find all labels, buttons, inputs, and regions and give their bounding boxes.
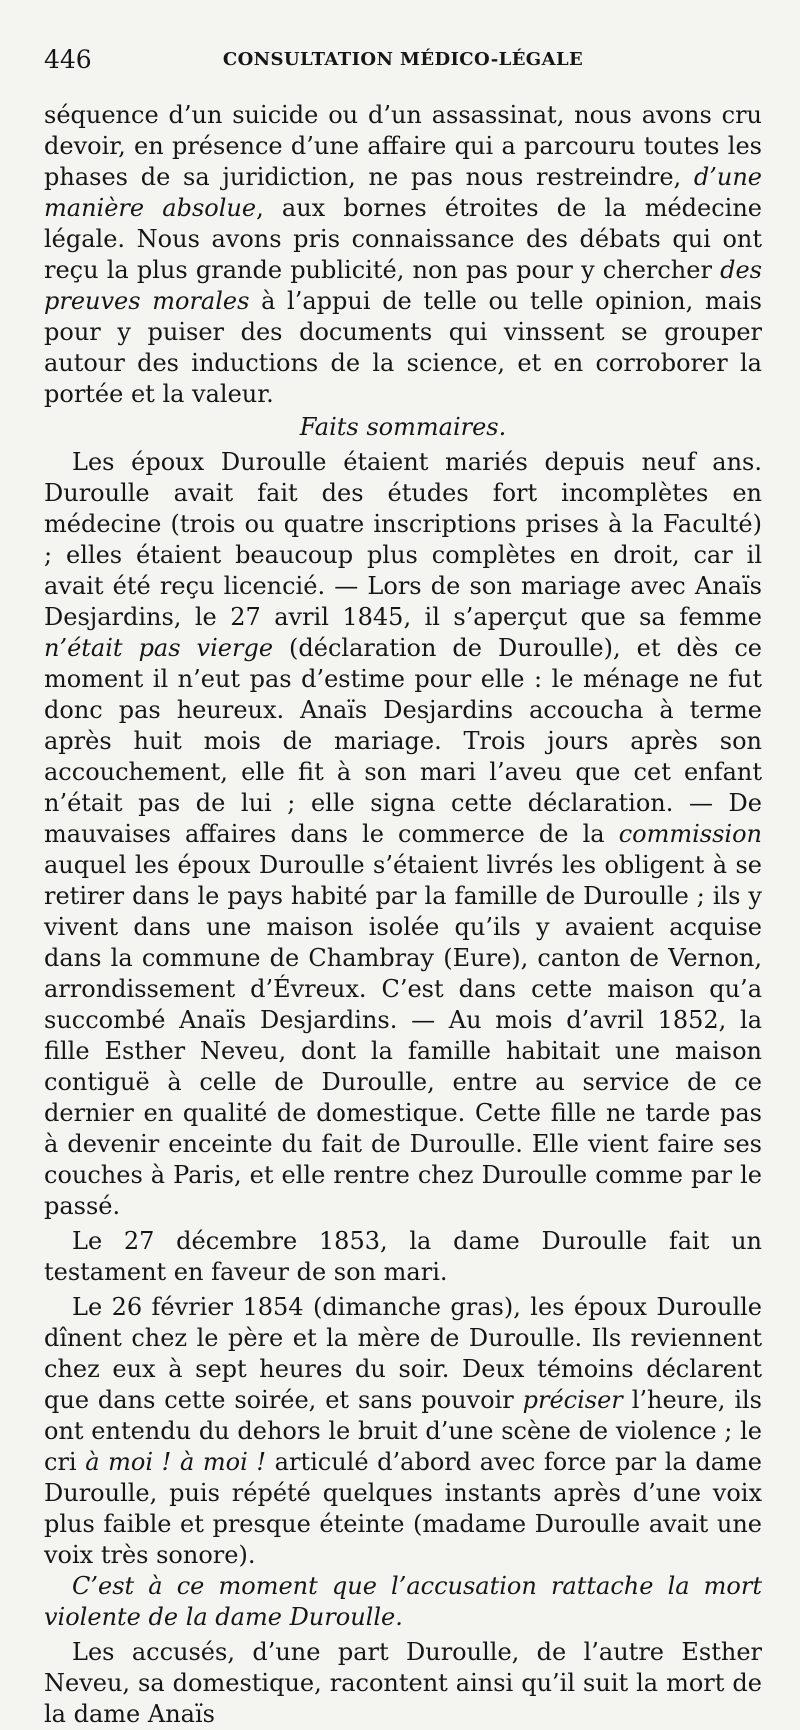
- paragraph-testament: Le 27 décembre 1853, la dame Duroulle fait un testament en faveur de son mari.: [44, 1227, 762, 1286]
- page-header: [44, 40, 762, 80]
- page-number: 446: [44, 45, 92, 74]
- paragraph-accusation: C’est à ce moment que l’accusation rattache la mort violente de la dame Duroulle.: [44, 1572, 762, 1631]
- paragraph-facts: Les époux Duroulle étaient mariés depuis neuf ans. Duroulle avait fait des études fort incomplètes en médecine (trois ou quatre inscriptions prises à la Faculté) ; elles étaient beaucoup plus complètes en droit, car il avait été reçu licencié. — Lors de son mariage avec Anaïs Desjardins, le 27 avril 1845, il s’aperçut que sa femme n’était pas vierge (déclaration de Duroulle), et dès ce moment il n’eut pas d’estime pour elle : le ménage ne fut donc pas heureux. Anaïs Desjardins accoucha à terme après huit mois de mariage. Trois jours après son accouchement, elle fit à son mari l’aveu que cet enfant n’était pas de lui ; elle signa cette déclaration. — De mauvaises affaires dans le commerce de la commission auquel les époux Duroulle s’étaient livrés les obligent à se retirer dans le pays habité par la famille de Duroulle ; ils y vivent dans une maison isolée qu’ils y avaient acquise dans la commune de Chambray (Eure), canton de Vernon, arrondissement d’Évreux. C’est dans cette maison qu’a succombé Anaïs Desjardins. — Au mois d’avril 1852, la fille Esther Neveu, dont la famille habitait une maison contiguë à celle de Duroulle, entre au service de ce dernier en qualité de domestique. Cette fille ne tarde pas à devenir enceinte du fait de Duroulle. Elle vient faire ses couches à Paris, et elle rentre chez Duroulle comme par le passé.: [44, 448, 762, 1220]
- section-heading: Faits sommaires.: [299, 413, 507, 441]
- paragraph-intro: séquence d’un suicide ou d’un assassinat, nous avons cru devoir, en présence d’une affaire qui a parcouru toutes les phases de sa juridiction, ne pas nous restreindre, d’une manière absolue, aux bornes étroites de la médecine légale. Nous avons pris connaissance des débats qui ont reçu la plus grande publicité, non pas pour y chercher des preuves morales à l’appui de telle ou telle opinion, mais pour y puiser des documents qui vinssent se grouper autour des inductions de la science, et en corroborer la portée et la valeur.: [44, 101, 763, 408]
- running-title: CONSULTATION MÉDICO-LÉGALE: [222, 49, 584, 70]
- paragraph-february: Le 26 février 1854 (dimanche gras), les époux Duroulle dînent chez le père et la mère de Duroulle. Ils reviennent chez eux à sept heures du soir. Deux témoins déclarent que dans cette soirée, et sans pouvoir préciser l’heure, ils ont entendu du dehors le bruit d’une scène de violence ; le cri à moi ! à moi ! articulé d’abord avec force par la dame Duroulle, puis répété quelques instants après d’une voix plus faible et presque éteinte (madame Duroulle avait une voix très sonore).: [44, 1293, 762, 1569]
- paragraph-accused: Les accusés, d’une part Duroulle, de l’autre Esther Neveu, sa domestique, racontent ainsi qu’il suit la mort de la dame Anaïs: [44, 1638, 762, 1728]
